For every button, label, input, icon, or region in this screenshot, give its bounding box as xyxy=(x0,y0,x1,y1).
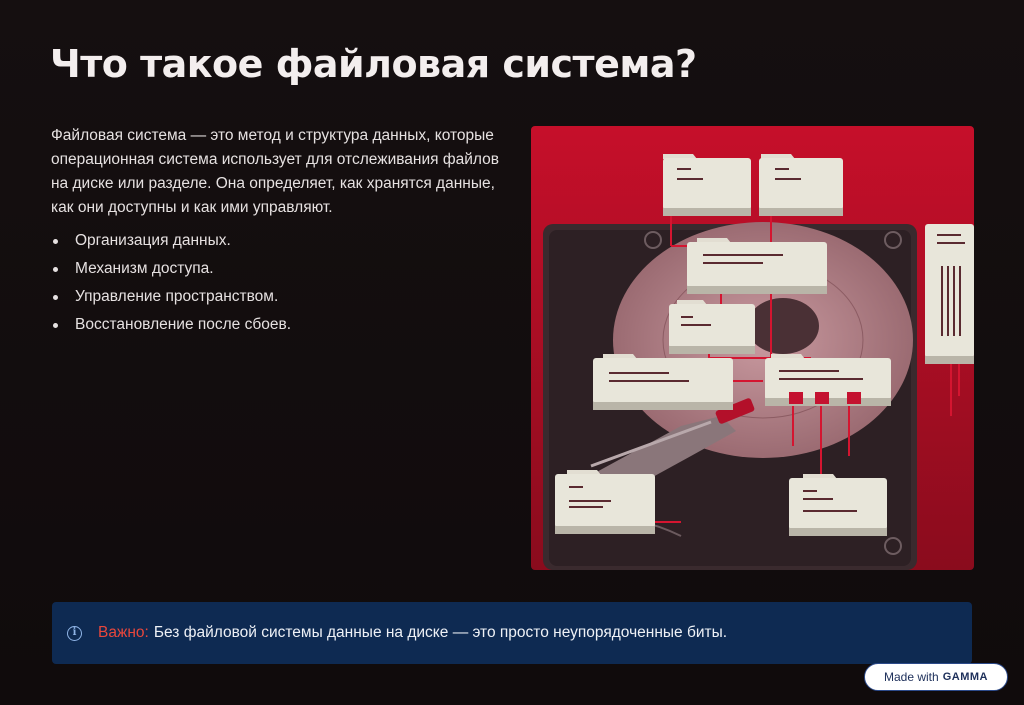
bullet-dot-icon xyxy=(53,323,58,328)
bullet-text: Восстановление после сбоев. xyxy=(75,316,292,333)
bullet-item xyxy=(51,257,291,285)
bullet-text: Организация данных. xyxy=(75,232,231,249)
important-callout xyxy=(52,602,972,664)
bullet-dot-icon xyxy=(53,267,58,272)
bullet-dot-icon xyxy=(53,295,58,300)
bullet-text: Управление пространством. xyxy=(75,288,279,305)
callout-label: Важно: xyxy=(98,624,149,641)
intro-paragraph: Файловая система — это метод и структура данных, которые операционная система использует для отслеживания файлов на диске или разделе. Она определяет, как хранятся данные, как они доступны и как ими управляют. xyxy=(51,127,499,216)
bullet-item xyxy=(51,229,291,257)
info-icon: i xyxy=(67,626,82,641)
made-with-gamma-badge[interactable] xyxy=(864,663,1008,691)
bullet-list xyxy=(51,229,291,341)
hard-drive-illustration xyxy=(531,126,974,570)
gamma-logo: GAMMA xyxy=(942,671,988,683)
hard-drive-with-folders-icon xyxy=(531,126,974,570)
badge-prefix: Made with xyxy=(884,670,939,684)
bullet-dot-icon xyxy=(53,239,58,244)
callout-text: Без файловой системы данные на диске — это просто неупорядоченные биты. xyxy=(153,624,728,641)
bullet-text: Механизм доступа. xyxy=(75,260,214,277)
bullet-item xyxy=(51,313,291,341)
bullet-item xyxy=(51,285,291,313)
page-title: Что такое файловая система? xyxy=(50,42,697,86)
